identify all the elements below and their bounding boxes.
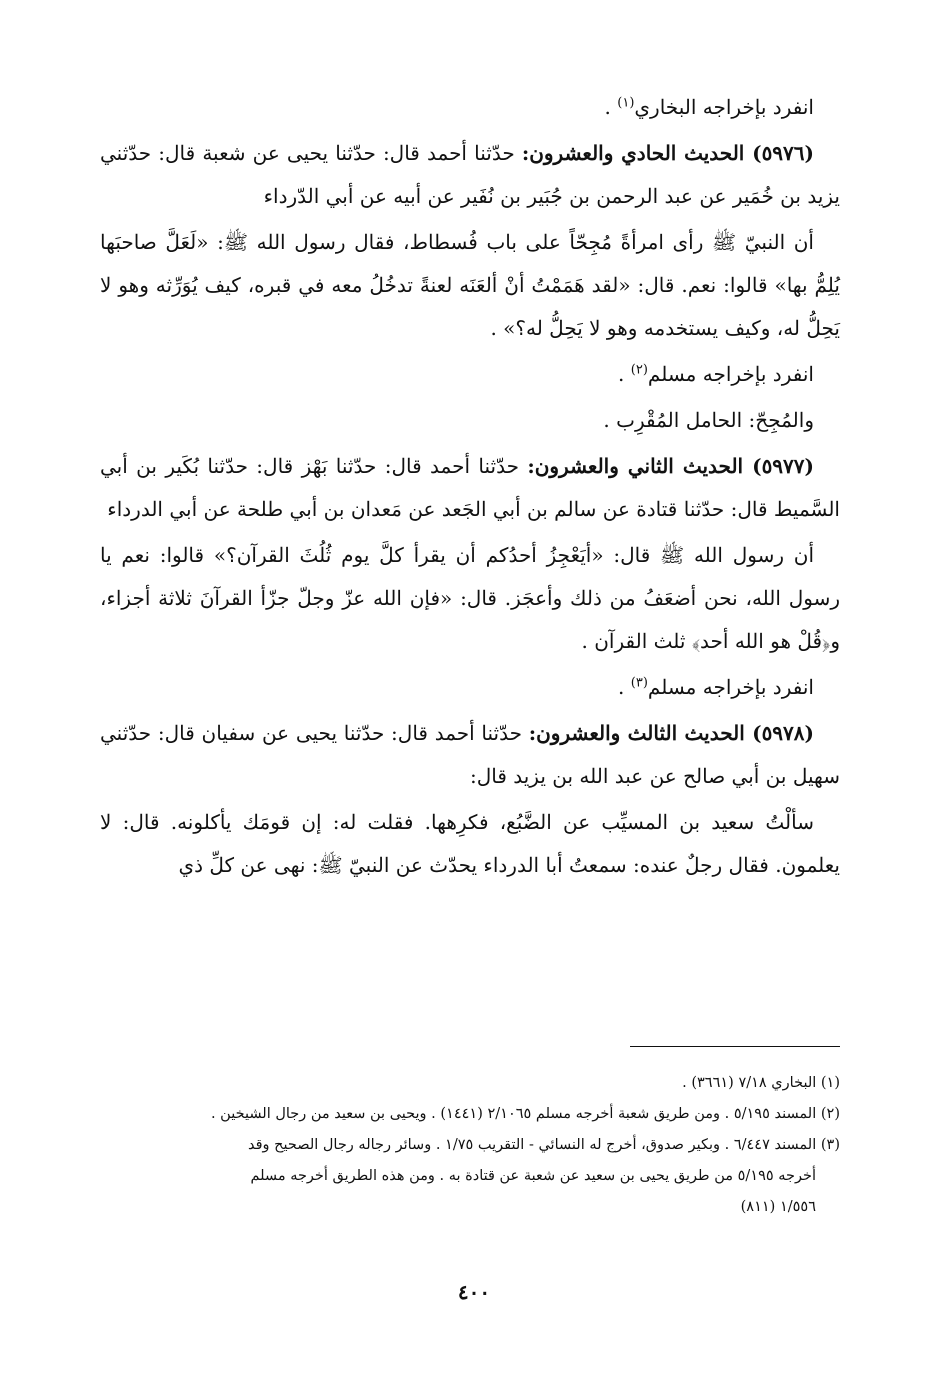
footnote-1: (١) البخاري ٧/١٨ (٣٦٦١) . [682,1075,840,1091]
footnote-2: (٢) المسند ٥/١٩٥ . ومن طريق شعبة أخرجه مسلم ٢/١٠٦٥ (١٤٤١) . ويحيى بن سعيد من رجال الشيخين . [210,1106,840,1122]
hadith-heading: (٥٩٧٦) الحديث الحادي والعشرون: [521,141,814,165]
hadith-chain: (٥٩٧٦) الحديث الحادي والعشرون: حدّثنا أحمد قال: حدّثنا يحيى عن شعبة قال: حدّثني يزيد بن خُمَير عن عبد الرحمن بن جُبَير بن نُفَير عن أبيه عن أبي الدّرداء [100,141,840,208]
hadith-chain: (٥٩٧٨) الحديث الثالث والعشرون: حدّثنا أحمد قال: حدّثنا يحيى عن سفيان قال: حدّثني سهيل بن أبي صالح عن عبد الله بن يزيد قال: [100,721,840,788]
hadith-heading: (٥٩٧٧) الحديث الثاني والعشرون: [527,454,814,478]
footnote-separator [630,1046,840,1047]
narration-note: انفرد بإخراجه مسلم$^{(٢)}$ . [618,362,814,386]
main-text [100,86,840,890]
narration-note: انفرد بإخراجه مسلم$^{(٣)}$ . [618,675,814,699]
footnote-ref[interactable]: (١) [617,95,635,111]
word-gloss: والمُجِحّ: الحامل المُقْرِب . [603,408,814,432]
footnote-3-continued: ١/٥٥٦ (٨١١) [740,1199,816,1215]
footnote-ref[interactable]: (٢) [630,362,648,378]
footnote-3: (٣) المسند ٦/٤٤٧ . وبكير صدوق، أخرج له النسائي - التقريب ١/٧٥ . وسائر رجاله رجال الصحيح وقد [248,1137,840,1153]
hadith-text: سألْتُ سعيد بن المسيِّب عن الضَّبُع، فكرِهها. فقلت له: إن قومَك يأكلونه. قال: لا يعلمون. فقال رجلٌ عنده: سمعتُ أبا الدرداء يحدّث عن النبيّ ﷺ: نهى عن كلِّ ذي [100,810,840,877]
footnote-ref[interactable]: (٣) [630,675,648,691]
hadith-text: أن رسول الله ﷺ قال: «أيَعْجِزُ أحدُكم أن يقرأ كلَّ يوم ثُلُثَ القرآن؟» قالوا: نعم يا رسول الله، نحن أضعَفُ من ذلك وأعجَز. قال: «فإن الله عزّ وجلّ جزّأ القرآنَ ثلاثة أجزاء، و﴿قُلْ هو الله أحد﴾ ثلث القرآن . [100,543,840,653]
narration-note: انفرد بإخراجه البخاري$^{(١)}$ . [604,95,814,119]
footnotes [100,1068,840,1223]
hadith-chain: (٥٩٧٧) الحديث الثاني والعشرون: حدّثنا أحمد قال: حدّثنا بَهْز قال: حدّثنا بُكَير بن أبي السَّميط قال: حدّثنا قتادة عن سالم بن أبي الجَعد عن مَعدان بن أبي طلحة عن أبي الدرداء [100,454,840,521]
hadith-heading: (٥٩٧٨) الحديث الثالث والعشرون: [528,721,814,745]
page-number: ٤٠٠ [457,1280,491,1304]
hadith-text: أن النبيّ ﷺ رأى امرأةً مُجِحّاً على باب فُسطاط، فقال رسول الله ﷺ: «لَعَلَّ صاحبَها يُلِمُّ بها» قالوا: نعم. قال: «لقد هَمَمْتُ أنْ ألعَنَه لعنةً تدخُلُ معه في قبره، كيف يُوَرِّثه وهو لا يَحِلُّ له، وكيف يستخدمه وهو لا يَحِلُّ له؟» . [100,230,840,340]
footnote-3-continued: أخرجه ٥/١٩٥ من طريق يحيى بن سعيد عن شعبة عن قتادة به . ومن هذه الطريق أخرجه مسلم [250,1168,816,1184]
